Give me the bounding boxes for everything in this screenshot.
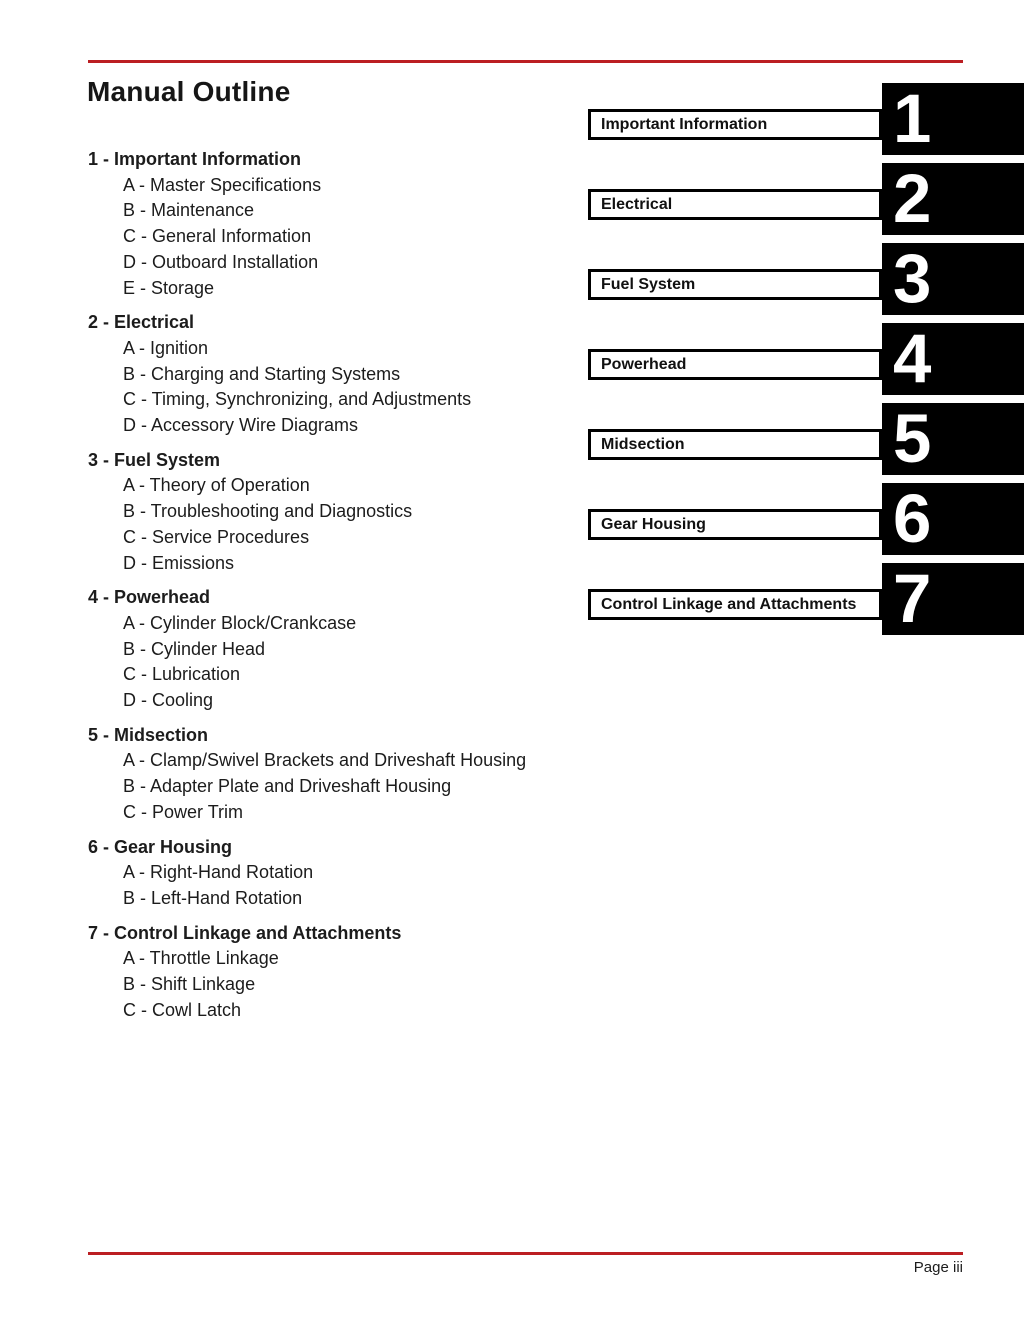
outline-item: B - Left-Hand Rotation: [123, 887, 303, 908]
tab-label: Powerhead: [601, 356, 687, 373]
tab-label-box: [588, 109, 882, 140]
tab-number-box: [882, 83, 1024, 155]
outline-item: A - Theory of Operation: [123, 475, 310, 496]
outline-item: C - General Information: [123, 226, 312, 247]
outline-item: A - Throttle Linkage: [123, 948, 279, 969]
tab-label: Midsection: [601, 436, 685, 453]
tab-number-box: [882, 403, 1024, 475]
tab-number: 5: [893, 403, 932, 475]
tab-label: Important Information: [601, 116, 768, 133]
outline-item: A - Master Specifications: [123, 174, 322, 195]
tab-number-box: [882, 483, 1024, 555]
tab-label: Electrical: [601, 196, 673, 213]
tab-label-box: [588, 349, 882, 380]
page-number: Page iii: [913, 1259, 963, 1276]
outline-item: C - Timing, Synchronizing, and Adjustments: [123, 389, 472, 410]
outline-item: B - Shift Linkage: [123, 974, 256, 995]
tab-label-box: [588, 429, 882, 460]
tab-label-box: [588, 269, 882, 300]
tab-number: 4: [893, 323, 932, 395]
outline-section-header: 4 - Powerhead: [88, 587, 211, 608]
outline-section-header: 1 - Important Information: [88, 149, 301, 169]
page-title: Manual Outline: [87, 76, 291, 107]
outline-item: A - Right-Hand Rotation: [123, 862, 314, 883]
outline-section-header: 2 - Electrical: [88, 312, 195, 333]
tab-label-box: [588, 589, 882, 620]
outline-item: D - Emissions: [123, 552, 235, 573]
outline-item: A - Clamp/Swivel Brackets and Driveshaft Housing: [123, 750, 527, 771]
bottom-rule: [88, 1252, 963, 1255]
tab-number: 6: [893, 483, 932, 555]
outline-item: A - Cylinder Block/Crankcase: [123, 612, 357, 633]
tab-number: 3: [893, 243, 932, 315]
tab-number-box: [882, 563, 1024, 635]
tab-number-box: [882, 243, 1024, 315]
outline-section: [88, 835, 648, 912]
tab-number: 1: [893, 83, 932, 155]
outline-section-header: 3 - Fuel System: [88, 449, 221, 470]
outline-item: B - Maintenance: [123, 200, 255, 221]
outline-item: A - Ignition: [123, 337, 209, 358]
tab-number-box: [882, 163, 1024, 235]
outline-item: B - Charging and Starting Systems: [123, 363, 401, 384]
tab-label-box: [588, 189, 882, 220]
tab-number: 2: [893, 163, 932, 235]
outline-section-header: 7 - Control Linkage and Attachments: [88, 922, 402, 943]
outline-item: C - Lubrication: [123, 664, 241, 685]
outline-section: [88, 723, 648, 826]
outline-item: B - Troubleshooting and Diagnostics: [123, 501, 413, 522]
tab-number: 7: [893, 563, 932, 635]
outline-section: [88, 921, 648, 1024]
outline-item: D - Cooling: [123, 690, 214, 711]
outline-item: E - Storage: [123, 277, 215, 298]
tab-number-box: [882, 323, 1024, 395]
outline-item: B - Cylinder Head: [123, 638, 266, 659]
outline-section-header: 6 - Gear Housing: [88, 836, 233, 857]
outline-item: C - Service Procedures: [123, 526, 310, 547]
outline-item: D - Outboard Installation: [123, 251, 319, 272]
tab-label: Control Linkage and Attachments: [601, 596, 857, 613]
outline-item: D - Accessory Wire Diagrams: [123, 415, 359, 436]
tab-label: Gear Housing: [601, 516, 706, 533]
outline-item: C - Power Trim: [123, 801, 244, 822]
outline-section-header: 5 - Midsection: [88, 724, 209, 745]
tab-label: Fuel System: [601, 276, 696, 293]
tab-label-box: [588, 509, 882, 540]
outline-item: B - Adapter Plate and Driveshaft Housing: [123, 776, 452, 797]
outline-item: C - Cowl Latch: [123, 999, 242, 1020]
